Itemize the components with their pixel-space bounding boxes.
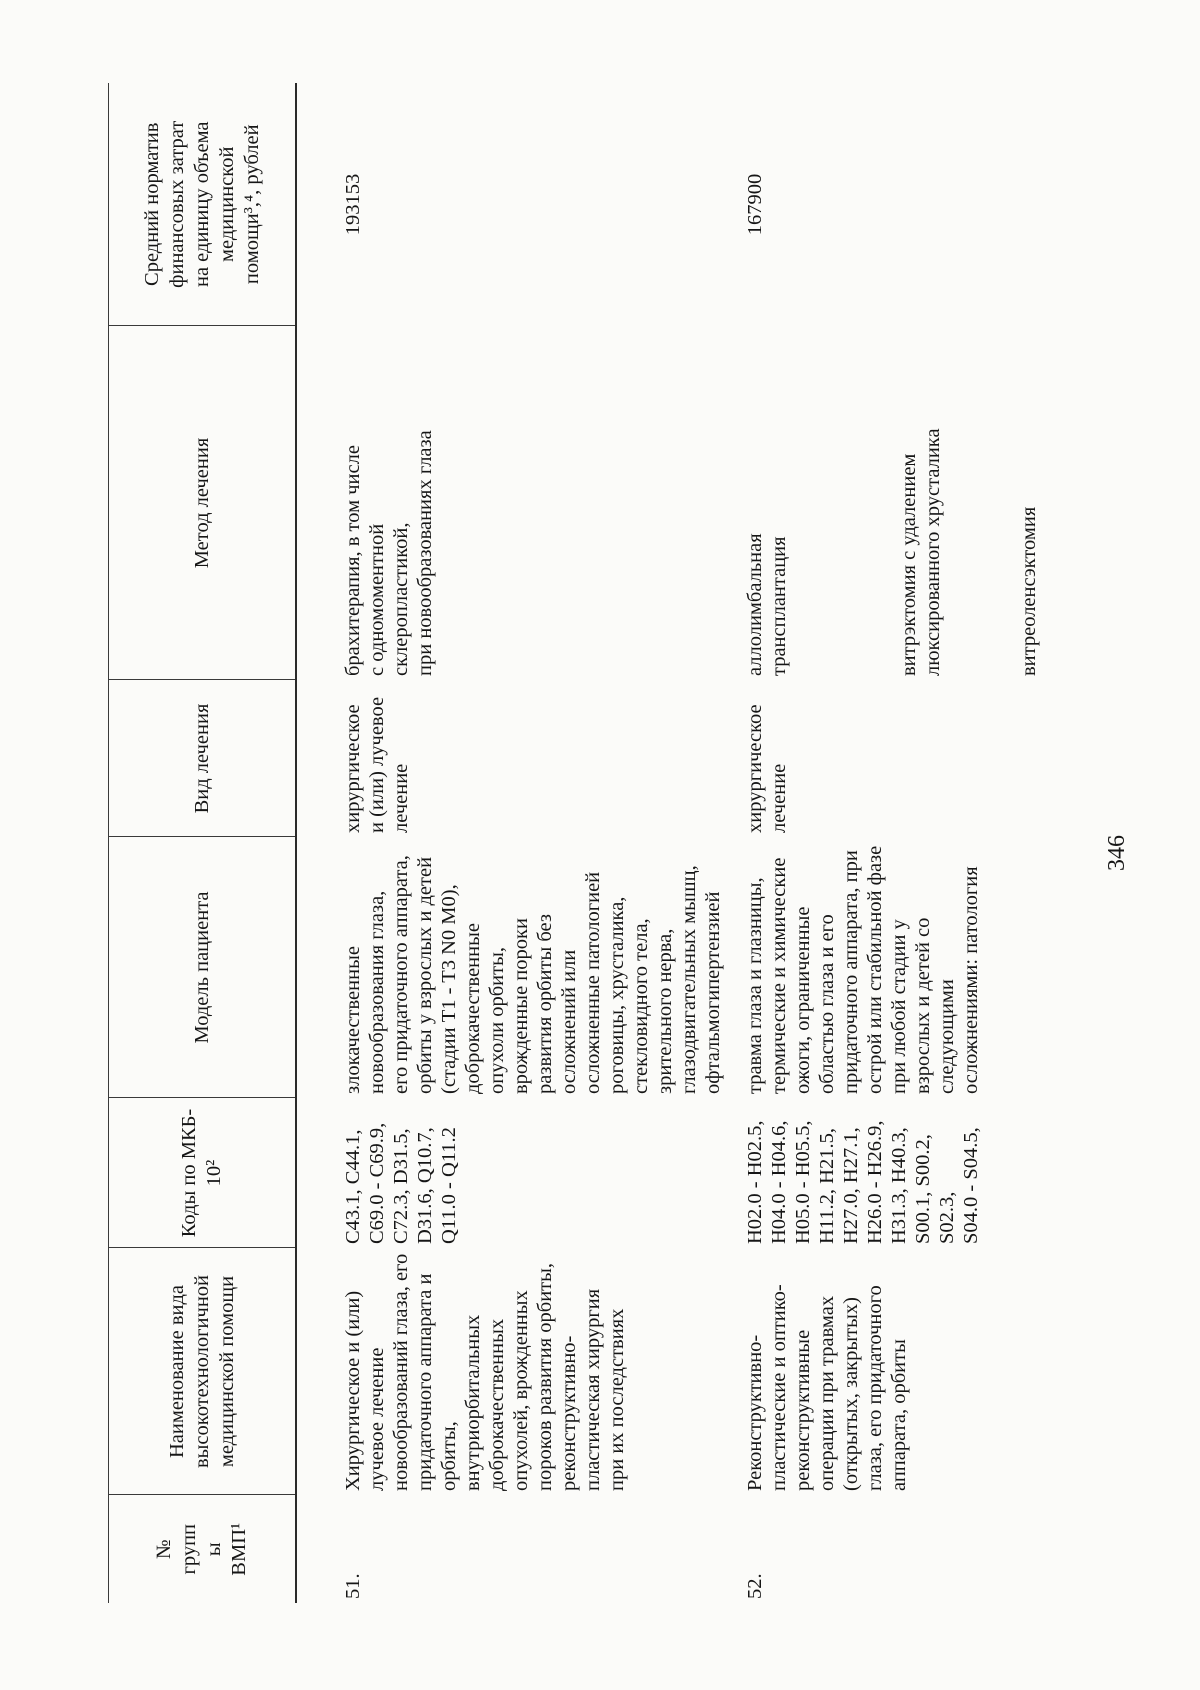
- text-line: врожденные пороки: [510, 918, 532, 1094]
- patient-model: [725, 837, 1123, 1098]
- text-line: ы: [203, 1542, 225, 1557]
- text-line: D31.6, Q10.7,: [414, 1127, 436, 1244]
- cost-value: 193153: [342, 173, 364, 236]
- text-line: групп: [178, 1523, 200, 1575]
- text-line: люксированного хрусталика: [922, 428, 944, 676]
- text-line: (открытых, закрытых): [840, 1297, 862, 1491]
- text-line: витрэктомия с удалением: [898, 453, 920, 676]
- text-line: пластические и оптико-: [768, 1284, 790, 1491]
- text-line: операции при травмах: [816, 1295, 838, 1491]
- text-line: H04.0 - H04.6,: [768, 1120, 790, 1244]
- text-line: опухоли орбиты,: [486, 946, 508, 1094]
- text-line: опухолей, врожденных: [510, 1290, 532, 1491]
- icd-codes: [296, 1098, 725, 1248]
- header-care-type-name: [109, 1248, 297, 1495]
- text-line: доброкачественные: [462, 923, 484, 1094]
- text-line: аппарата, орбиты: [888, 1339, 910, 1491]
- text-line: лечение: [390, 763, 412, 833]
- text-line: придаточного аппарата и: [414, 1273, 436, 1491]
- text-line: Средний норматив: [140, 122, 163, 286]
- text-line: хирургическое: [744, 704, 766, 833]
- text-line: S02.3,: [936, 1191, 958, 1244]
- text-line: ВМП¹: [228, 1522, 250, 1576]
- text-line: Реконструктивно-: [744, 1334, 766, 1491]
- treatment-method: [725, 326, 1123, 680]
- row-number: 51.: [342, 1573, 364, 1599]
- text-line: H11.2, H21.5,: [816, 1128, 838, 1244]
- text-line: медицинской помощи: [215, 1275, 238, 1468]
- text-line: брахитерапия, в том числе: [342, 445, 364, 676]
- text-line: осложнений или: [558, 949, 580, 1094]
- text-line: стекловидного тела,: [630, 918, 652, 1094]
- text-line: H02.0 - H02.5,: [744, 1120, 766, 1244]
- text-line: реконструктивно-: [558, 1335, 580, 1491]
- text-line: при любой стадии у: [888, 919, 910, 1094]
- row-number: 52.: [744, 1573, 766, 1599]
- text-line: придаточного аппарата, при: [840, 850, 862, 1094]
- text-line: его придаточного аппарата,: [390, 855, 412, 1094]
- table-row: [296, 83, 725, 1603]
- text-line: S00.1, S00.2,: [912, 1134, 934, 1244]
- text-line: роговицы, хрусталика,: [606, 896, 628, 1094]
- text-line: новообразования глаза,: [366, 890, 388, 1094]
- text-line: лучевое лечение: [366, 1347, 388, 1491]
- treatment-type: [725, 680, 1123, 837]
- text-line: на единицу объема: [190, 121, 213, 288]
- text-line: пороков развития орбиты,: [534, 1262, 556, 1491]
- text-line: витреоленсэктомия: [1018, 506, 1040, 676]
- text-line: Q11.0 - Q11.2: [438, 1127, 460, 1244]
- text-line: C72.3, D31.5,: [390, 1128, 412, 1244]
- text-line: орбиты у взрослых и детей: [414, 856, 436, 1094]
- text-line: Хирургическое и (или): [342, 1290, 364, 1491]
- text-line: высокотехнологичной: [190, 1274, 213, 1469]
- text-line: орбиты,: [438, 1421, 460, 1491]
- header-group-number: [109, 1495, 297, 1603]
- text-line: областью глаза и его: [816, 914, 838, 1094]
- header-treatment-method: [109, 326, 297, 680]
- text-line: злокачественные: [342, 946, 364, 1094]
- text-line: C43.1, C44.1,: [342, 1129, 364, 1244]
- text-line: реконструктивные: [792, 1329, 814, 1491]
- text-line: финансовых затрат: [165, 120, 188, 288]
- text-line: офтальмогипертензией: [702, 891, 724, 1094]
- table-header-row: [109, 83, 297, 1603]
- text-line: S04.0 - S04.5,: [960, 1127, 982, 1244]
- text-line: №: [153, 1539, 175, 1560]
- treatment-method: [296, 326, 725, 680]
- text-line: хирургическое: [342, 704, 364, 833]
- text-line: и (или) лучевое: [366, 696, 388, 833]
- text-line: осложнениями: патология: [960, 866, 982, 1094]
- text-line: H26.0 - H26.9,: [864, 1120, 886, 1244]
- text-line: H05.0 - H05.5,: [792, 1120, 814, 1244]
- treatment-type: [296, 680, 725, 837]
- text-line: внутриорбитальных: [462, 1314, 484, 1491]
- text-line: помощи³,⁴, рублей: [240, 124, 263, 285]
- text-line: пластическая хирургия: [582, 1288, 604, 1491]
- text-line: следующими: [936, 979, 958, 1094]
- text-line: лечение: [768, 763, 790, 833]
- text-line: 10²: [203, 1159, 225, 1187]
- text-line: новообразований глаза, его: [390, 1253, 412, 1491]
- patient-model: [296, 837, 725, 1098]
- care-type-name: [725, 1248, 1123, 1495]
- text-line: Вид лечения: [190, 703, 213, 814]
- header-treatment-type: [109, 680, 297, 837]
- text-line: склеропластикой,: [390, 522, 412, 676]
- text-line: H31.3, H40.3,: [888, 1127, 910, 1244]
- text-line: с одномоментной: [366, 523, 388, 676]
- text-line: острой или стабильной фазе: [864, 845, 886, 1094]
- text-line: при новообразованиях глаза: [414, 430, 436, 676]
- text-line: при их последствиях: [606, 1308, 628, 1491]
- text-line: глазодвигательных мышц,: [678, 865, 700, 1094]
- table-row: [725, 83, 1123, 1603]
- text-line: H27.0, H27.1,: [840, 1127, 862, 1244]
- icd-codes: [725, 1098, 1123, 1248]
- text-line: Метод лечения: [190, 437, 213, 569]
- text-line: трансплантация: [768, 536, 790, 676]
- method-allolimbal: [743, 330, 791, 676]
- text-line: Наименование вида: [165, 1284, 188, 1459]
- text-line: глаза, его придаточного: [864, 1285, 886, 1491]
- header-icd-codes: [109, 1098, 297, 1248]
- header-cost-standard: [109, 83, 297, 326]
- text-line: зрительного нерва,: [654, 928, 676, 1094]
- text-line: (стадии T1 - T3 N0 M0),: [438, 884, 460, 1094]
- page-number: 346: [1104, 835, 1130, 871]
- text-line: медицинской: [215, 146, 238, 262]
- text-line: C69.0 - C69.9,: [366, 1122, 388, 1244]
- text-line: травма глаза и глазницы,: [744, 877, 766, 1094]
- text-line: Модель пациента: [190, 891, 213, 1044]
- header-patient-model: [109, 837, 297, 1098]
- text-line: Коды по МКБ-: [178, 1108, 200, 1238]
- text-line: осложненные патологией: [582, 871, 604, 1094]
- text-line: взрослых и детей со: [912, 917, 934, 1094]
- text-line: ожоги, ограниченные: [792, 906, 814, 1094]
- text-line: термические и химические: [768, 857, 790, 1094]
- care-type-name: [296, 1248, 725, 1495]
- vmp-table: [108, 83, 1123, 1603]
- method-vitrectomy: [897, 330, 945, 676]
- method-vitreolensectomy: [1017, 330, 1041, 676]
- text-line: аллолимбальная: [744, 533, 766, 676]
- text-line: доброкачественных: [486, 1318, 508, 1491]
- text-line: развития орбиты без: [534, 914, 556, 1094]
- cost-value: 167900: [744, 173, 766, 236]
